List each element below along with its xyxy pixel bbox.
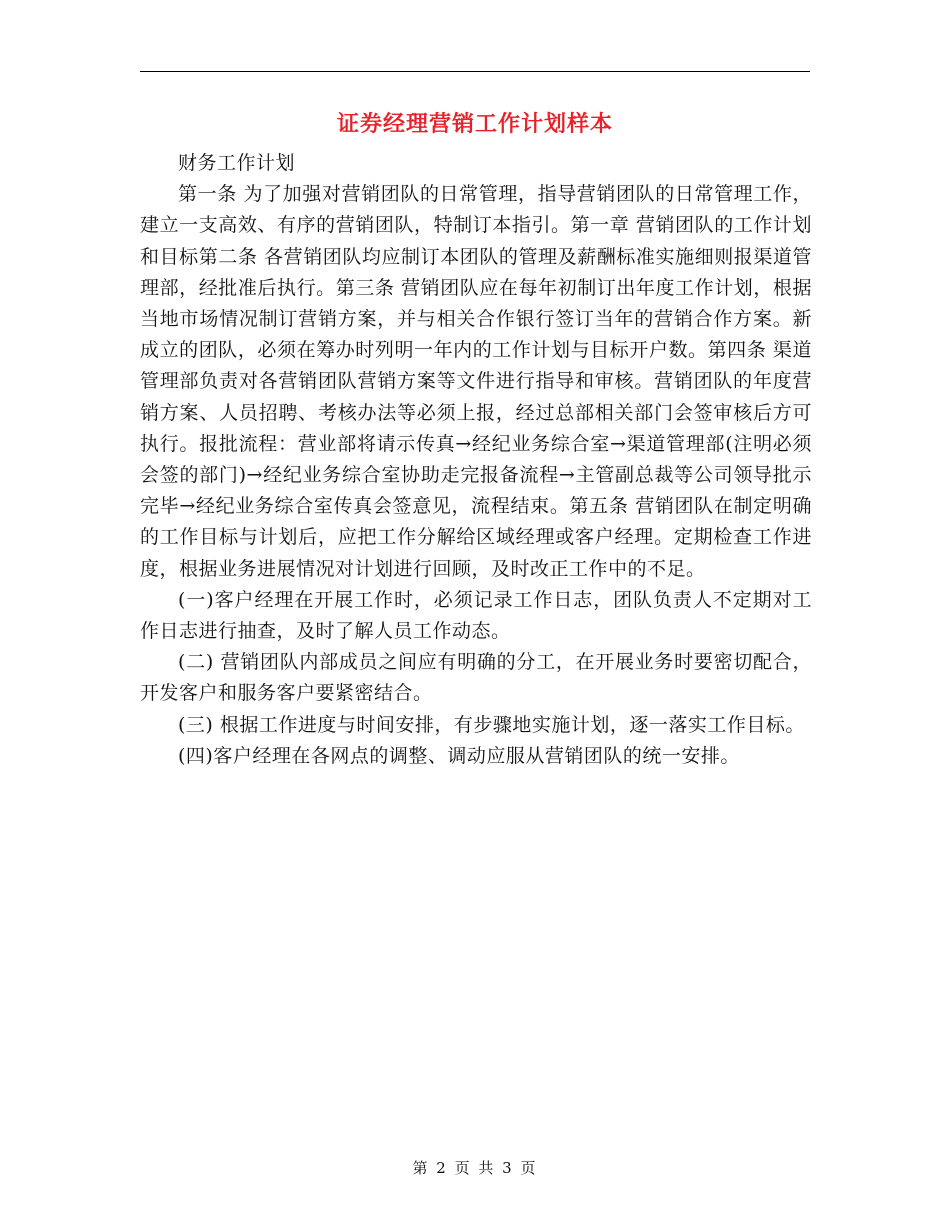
paragraph-item-4: (四)客户经理在各网点的调整、调动应服从营销团队的统一安排。 xyxy=(178,744,740,767)
paragraph-main: 第一条 为了加强对营销团队的日常管理，指导营销团队的日常管理工作，建立一支高效、有序的营销团队，特制订本指引。第一章 营销团队的工作计划和目标第二条 各营销团队均应制订本团队的管理及薪酬标准实施细则报渠道管理部，经批准后执行。第三条 营销团队应在每年初制订出年度工作计划，根据当地市场情况制订营销方案，并与相关合作银行签订当年的营销合作方案。新成立的团队，必须在筹办时列明一年内的工作计划与目标开户数。第四条 渠道管理部负责对各营销团队营销方案等文件进行指导和审核。营销团队的年度营销方案、人员招聘、考核办法等必须上报，经过总部相关部门会签审核后方可执行。报批流程：营业部将请示传真→经纪业务综合室→渠道管理部(注明必须会签的部门)→经纪业务综合室协助走完报备流程→主管副总裁等公司领导批示完毕→经纪业务综合室传真会签意见，流程结束。第五条 营销团队在制定明确的工作目标与计划后，应把工作分解给区域经理或客户经理。定期检查工作进度，根据业务进展情况对计划进行回顾，及时改正工作中的不足。 xyxy=(140,183,812,580)
document-body xyxy=(140,148,812,772)
paragraph-item-1: (一)客户经理在开展工作时，必须记录工作日志，团队负责人不定期对工作日志进行抽查，及时了解人员工作动态。 xyxy=(140,588,812,643)
paragraph-item-2: (二) 营销团队内部成员之间应有明确的分工，在开展业务时要密切配合，开发客户和服务客户要紧密结合。 xyxy=(140,651,812,705)
header-rule xyxy=(140,71,810,72)
page-number: 第 2 页 共 3 页 xyxy=(412,1159,538,1177)
document-title: 证券经理营销工作计划样本 xyxy=(336,112,613,137)
paragraph-item-3: (三) 根据工作进度与时间安排，有步骤地实施计划，逐一落实工作目标。 xyxy=(178,713,805,736)
paragraph-heading: 财务工作计划 xyxy=(178,152,296,174)
